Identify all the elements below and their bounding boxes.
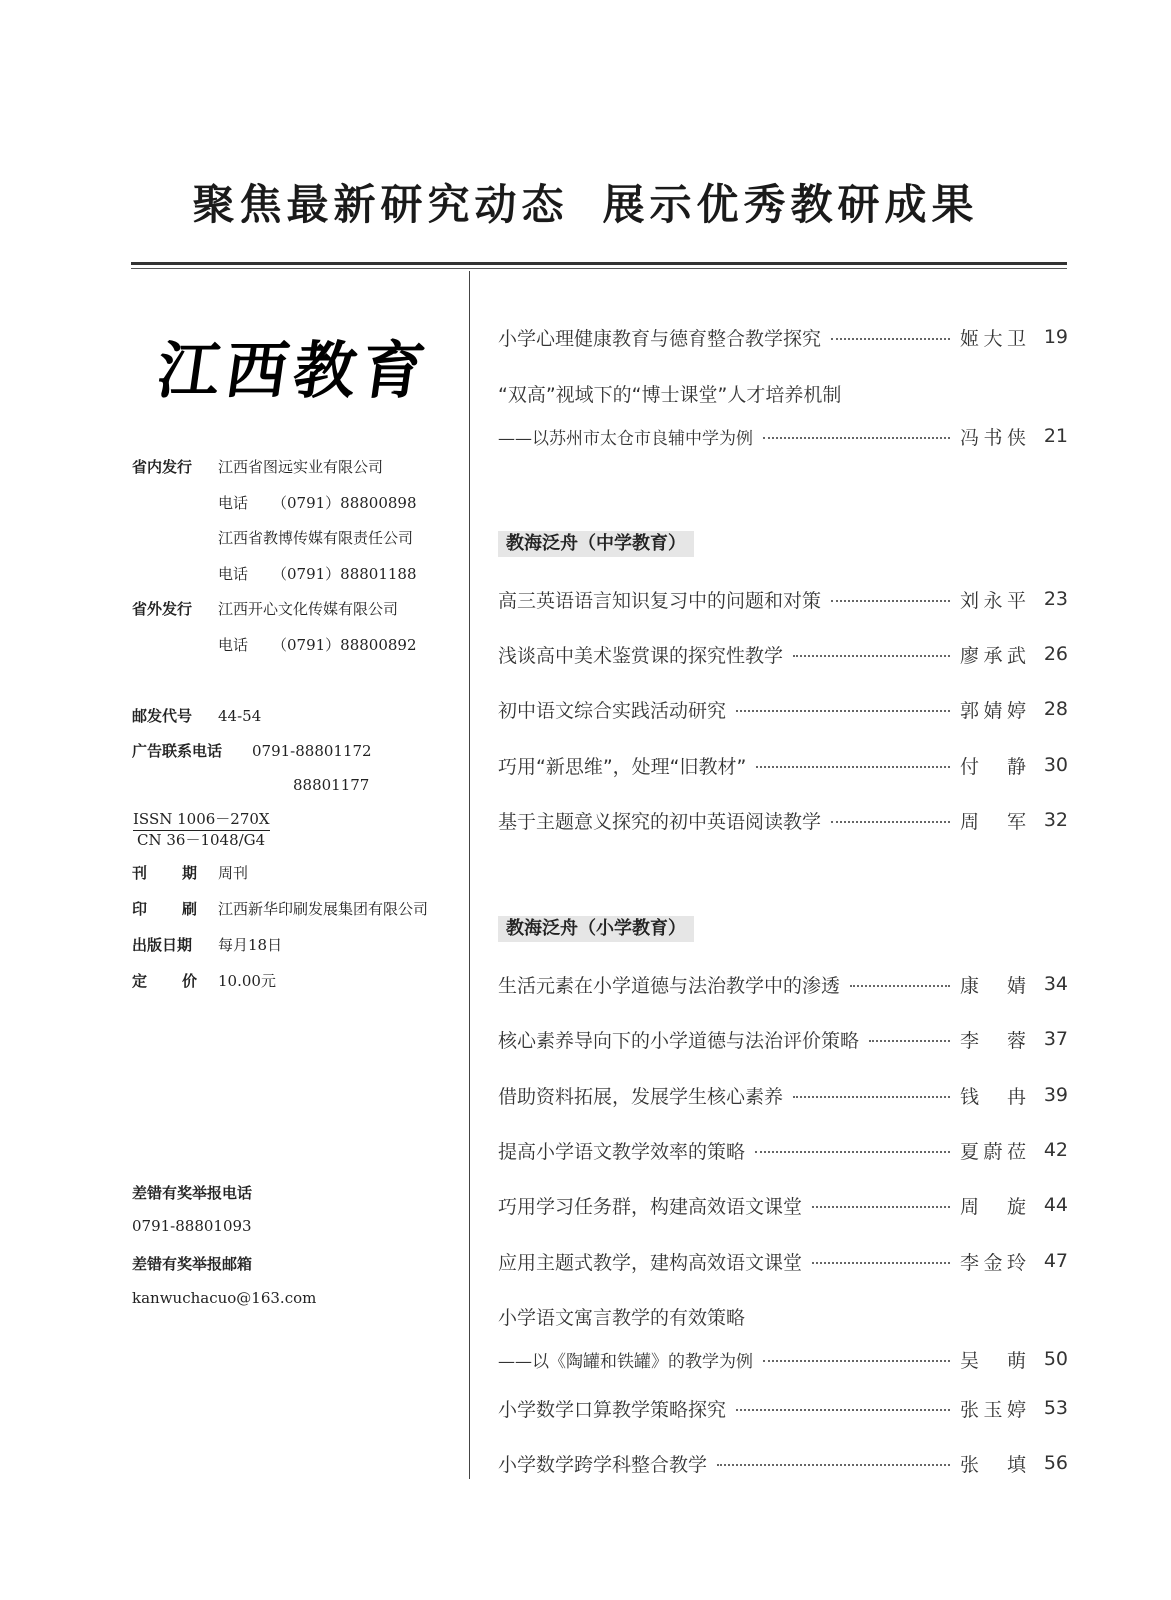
leader-dots: [756, 766, 950, 768]
toc-entry-author: 李金玲: [960, 1251, 1026, 1274]
toc-entry[interactable]: [498, 585, 1068, 613]
leader-dots: [763, 437, 950, 439]
error-phone: 0791-88801093: [132, 1217, 252, 1235]
toc-entry-title: 浅谈高中美术鉴赏课的探究性教学: [498, 644, 784, 667]
toc-entry-page: 30: [1043, 754, 1068, 776]
ad-phone-row: [132, 740, 372, 761]
issn-number: [133, 808, 270, 831]
price-row: [132, 970, 276, 991]
toc-entry-title[interactable]: 小学语文寓言教学的有效策略: [498, 1307, 746, 1329]
toc-entry-title: 提高小学语文教学效率的策略: [498, 1140, 746, 1163]
toc-entry-page: 37: [1043, 1028, 1068, 1050]
postal-code-label: 邮发代号: [132, 707, 193, 725]
toc-entry-page: 50: [1043, 1348, 1068, 1370]
column-divider: [469, 271, 470, 1479]
toc-entry-page: 32: [1043, 809, 1068, 831]
period: 周刊: [218, 864, 249, 882]
postal-code-row: [132, 705, 261, 726]
distributor-3: 江西开心文化传媒有限公司: [218, 600, 399, 618]
toc-entry-page: 34: [1043, 973, 1068, 995]
error-email-label: 差错有奖举报邮箱: [132, 1255, 253, 1273]
distributor-2: [218, 527, 413, 548]
distribution-in-label: 省内发行: [132, 458, 193, 476]
distribution-in: [132, 456, 383, 477]
issn: ISSN 1006－270X: [133, 808, 270, 831]
distribution-out-label: 省外发行: [132, 600, 193, 618]
toc-entry-author: 康 婧: [960, 974, 1026, 997]
toc-entry-title: 应用主题式教学，建构高效语文课堂: [498, 1251, 803, 1274]
ad-phone-label: 广告联系电话: [132, 742, 223, 760]
leader-dots: [831, 821, 950, 823]
cn-number: [137, 829, 265, 850]
header-rule-thick: [131, 262, 1067, 265]
price-label-a: 定: [132, 972, 148, 990]
cn: CN 36－1048/G4: [137, 831, 266, 849]
toc-entry-title: 初中语文综合实践活动研究: [498, 699, 727, 722]
header-rule-thin: [131, 268, 1067, 269]
headline-right: 展示优秀教研成果: [602, 180, 979, 229]
toc-entry[interactable]: [498, 806, 1068, 834]
section-heading-middle-school: 教海泛舟（中学教育）: [498, 531, 694, 557]
toc-entry-title: 高三英语语言知识复习中的问题和对策: [498, 589, 822, 612]
price: 10.00元: [218, 972, 276, 990]
toc-entry-subtitle: ——以苏州市太仓市良辅中学为例: [498, 428, 753, 449]
date-row: [132, 934, 282, 955]
toc-entry-title: 小学心理健康教育与德育整合教学探究: [498, 327, 822, 350]
toc-entry-page: 53: [1043, 1397, 1068, 1419]
error-phone-label-row: [132, 1182, 252, 1203]
section-heading-primary-school: 教海泛舟（小学教育）: [498, 916, 694, 942]
toc-entry-page: 19: [1043, 326, 1068, 348]
ad-phone-1: 0791-88801172: [252, 742, 372, 760]
phone-label: 电话: [218, 565, 249, 583]
toc-entry-author: 张 填: [960, 1453, 1026, 1476]
toc-entry[interactable]: [498, 1025, 1068, 1053]
ad-phone-2-row: [293, 776, 369, 794]
page-headline: [0, 172, 1171, 232]
toc-entry[interactable]: [498, 1081, 1068, 1109]
ad-phone-2: 88801177: [293, 776, 370, 794]
leader-dots: [850, 985, 950, 987]
toc-entry[interactable]: [498, 422, 1068, 450]
toc-entry-author: 姬大卫: [960, 327, 1026, 350]
leader-dots: [831, 600, 950, 602]
error-email: kanwuchacuo@163.com: [132, 1289, 317, 1307]
toc-entry-title: 生活元素在小学道德与法治教学中的渗透: [498, 974, 841, 997]
distributor-1-phone-row: [218, 492, 417, 513]
toc-entry-author: 周 旋: [960, 1195, 1026, 1218]
toc-entry-title: 巧用学习任务群，构建高效语文课堂: [498, 1195, 803, 1218]
toc-entry[interactable]: [498, 640, 1068, 668]
period-label-a: 刊: [132, 864, 148, 882]
toc-entry-page: 23: [1043, 588, 1068, 610]
toc-entry-page: 42: [1043, 1139, 1068, 1161]
toc-entry-title: 基于主题意义探究的初中英语阅读教学: [498, 810, 822, 833]
toc-entry-subtitle: ——以《陶罐和铁罐》的教学为例: [498, 1351, 753, 1372]
error-email-row: [132, 1289, 316, 1307]
toc-entry-page: 44: [1043, 1194, 1068, 1216]
toc-entry-page: 21: [1043, 425, 1068, 447]
distributor-2-name: 江西省教博传媒有限责任公司: [218, 529, 414, 547]
leader-dots: [793, 655, 950, 657]
distributor-3-phone: （0791）88800892: [272, 636, 417, 654]
leader-dots: [869, 1040, 950, 1042]
journal-logo: 江西教育: [152, 334, 436, 407]
toc-entry-author: 夏蔚莅: [960, 1140, 1026, 1163]
leader-dots: [755, 1151, 950, 1153]
printer-row: [132, 898, 428, 919]
toc-entry-page: 28: [1043, 698, 1068, 720]
distributor-1: 江西省图远实业有限公司: [218, 458, 384, 476]
toc-entry[interactable]: [498, 1247, 1068, 1275]
toc-entry[interactable]: [498, 1394, 1068, 1422]
toc-entry-author: 李 蓉: [960, 1029, 1026, 1052]
distributor-1-phone: （0791）88800898: [272, 494, 417, 512]
printer-label-a: 印: [132, 900, 148, 918]
toc-entry-page: 47: [1043, 1250, 1068, 1272]
date-label: 出版日期: [132, 936, 193, 954]
toc-entry-title: 小学数学口算教学策略探究: [498, 1398, 727, 1421]
error-phone-row: [132, 1217, 252, 1235]
printer: 江西新华印刷发展集团有限公司: [218, 900, 429, 918]
postal-code: 44-54: [218, 707, 262, 725]
publish-date: 每月18日: [218, 936, 283, 954]
toc-entry-author: 张玉婷: [960, 1398, 1026, 1421]
distribution-out: [132, 598, 398, 619]
printer-label-b: 刷: [182, 900, 198, 918]
period-row: [132, 862, 248, 883]
toc-entry[interactable]: [498, 695, 1068, 723]
phone-label: 电话: [218, 494, 249, 512]
toc-entry-author: 冯书侠: [960, 426, 1026, 449]
distributor-3-phone-row: [218, 634, 417, 655]
toc-entry-title: 小学数学跨学科整合教学: [498, 1453, 708, 1476]
toc-entry-author: 廖承武: [960, 644, 1026, 667]
toc-entry[interactable]: [498, 1191, 1068, 1219]
toc-entry-author: 周 军: [960, 810, 1026, 833]
distributor-2-phone-row: [218, 563, 417, 584]
toc-entry-title: 核心素养导向下的小学道德与法治评价策略: [498, 1029, 860, 1052]
leader-dots: [812, 1206, 950, 1208]
leader-dots: [831, 338, 950, 340]
toc-entry-title[interactable]: “双高”视域下的“博士课堂”人才培养机制: [498, 384, 842, 406]
toc-entry[interactable]: [498, 970, 1068, 998]
leader-dots: [717, 1464, 950, 1466]
toc-entry-title: 借助资料拓展，发展学生核心素养: [498, 1085, 784, 1108]
period-label-b: 期: [182, 864, 198, 882]
headline-left: 聚焦最新研究动态: [192, 180, 569, 229]
leader-dots: [736, 710, 950, 712]
distributor-2-phone: （0791）88801188: [272, 565, 417, 583]
toc-entry-author: 付 静: [960, 755, 1026, 778]
toc-entry-page: 39: [1043, 1084, 1068, 1106]
toc-entry[interactable]: [498, 1136, 1068, 1164]
phone-label: 电话: [218, 636, 249, 654]
leader-dots: [793, 1096, 950, 1098]
toc-entry-title: 巧用“新思维”，处理“旧教材”: [498, 755, 747, 778]
error-email-label-row: [132, 1253, 252, 1274]
toc-entry[interactable]: [498, 1345, 1068, 1373]
toc-entry-author: 刘永平: [960, 589, 1026, 612]
price-label-b: 价: [182, 972, 198, 990]
error-phone-label: 差错有奖举报电话: [132, 1184, 253, 1202]
toc-entry-author: 钱 冉: [960, 1085, 1026, 1108]
toc-entry-page: 56: [1043, 1452, 1068, 1474]
toc-entry-author: 吴 萌: [960, 1349, 1026, 1372]
leader-dots: [812, 1262, 950, 1264]
leader-dots: [763, 1360, 950, 1362]
toc-entry[interactable]: [498, 1449, 1068, 1477]
toc-entry-author: 郭婧婷: [960, 699, 1026, 722]
leader-dots: [736, 1409, 950, 1411]
toc-entry-page: 26: [1043, 643, 1068, 665]
toc-entry[interactable]: [498, 751, 1068, 779]
toc-entry[interactable]: [498, 323, 1068, 351]
